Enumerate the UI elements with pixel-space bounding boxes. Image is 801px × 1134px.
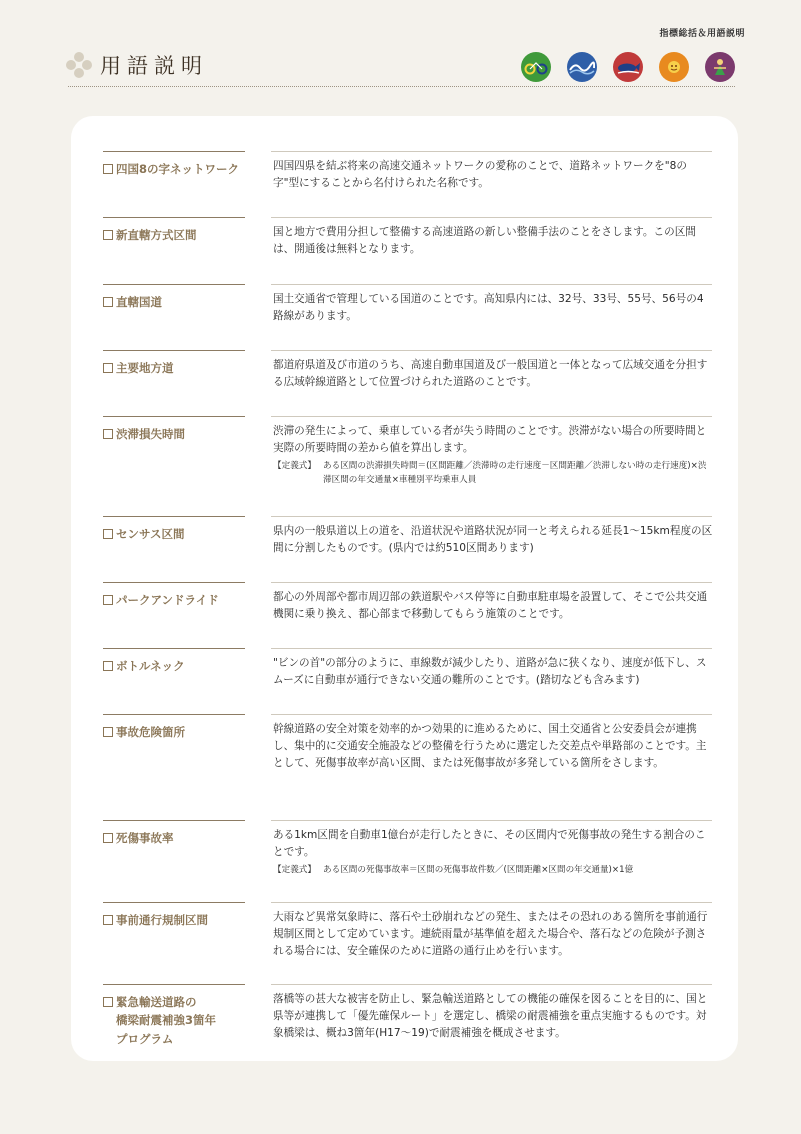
definition-formula: 【定義式】 ある区間の死傷事故率＝区間の死傷事故件数／(区間距離×区間の年交通量)×1億 <box>273 865 634 875</box>
checkbox-square-icon <box>103 661 113 671</box>
glossary-term: 死傷事故率 <box>103 829 253 847</box>
section-tag: 指標総括＆用語説明 <box>659 29 745 39</box>
glossary-card <box>71 116 738 1061</box>
checkbox-square-icon <box>103 997 113 1007</box>
checkbox-square-icon <box>103 915 113 925</box>
glossary-definition: 県内の一般県道以上の道を、沿道状況や道路状況が同一と考えられる延長1〜15km程度の区間に分割したものです。(県内では約510区間あります) <box>273 525 713 554</box>
glossary-definition: 国土交通省で管理している国道のことです。高知県内には、32号、33号、55号、56号の4路線があります。 <box>273 293 704 322</box>
glossary-definition: 幹線道路の安全対策を効率的かつ効果的に進めるために、国土交通省と公安委員会が連携し、集中的に交通安全施設などの整備を行うために選定した交差点や単路部のことです。主として、死傷事故率が高い区間、または死傷事故が多発している箇所をさします。 <box>273 723 707 769</box>
emblem-row <box>521 52 735 82</box>
page-title: 用語説明 <box>100 54 208 78</box>
checkbox-square-icon <box>103 833 113 843</box>
glossary-term: 緊急輸送道路の 橋梁耐震補強3箇年 プログラム <box>103 993 253 1048</box>
glossary-term: 主要地方道 <box>103 359 253 377</box>
glossary-definition: 国と地方で費用分担して整備する高速道路の新しい整備手法のことをさします。この区間は、開通後は無料となります。 <box>273 226 696 255</box>
checkbox-square-icon <box>103 595 113 605</box>
figure-emblem-icon <box>705 52 735 82</box>
glossary-term: 直轄国道 <box>103 293 253 311</box>
glossary-term: 事前通行規制区間 <box>103 911 253 929</box>
glossary-definition: 四国四県を結ぶ将来の高速交通ネットワークの愛称のことで、道路ネットワークを"8の字"型にすることから名付けられた名称です。 <box>273 160 687 189</box>
checkbox-square-icon <box>103 363 113 373</box>
checkbox-square-icon <box>103 429 113 439</box>
glossary-term: センサス区間 <box>103 525 253 543</box>
flower-icon <box>66 52 92 78</box>
checkbox-square-icon <box>103 727 113 737</box>
glossary-definition: "ビンの首"の部分のように、車線数が減少したり、道路が急に狭くなり、速度が低下し、スムーズに自動車が通行できない交通の難所のことです。(踏切なども含みます) <box>273 657 707 686</box>
glossary-definition: 都心の外周部や都市周辺部の鉄道駅やバス停等に自動車駐車場を設置して、そこで公共交通機関に乗り換え、都心部まで移動してもらう施策のことです。 <box>273 591 708 620</box>
glossary-term: パークアンドライド <box>103 591 253 609</box>
checkbox-square-icon <box>103 164 113 174</box>
page-header <box>66 50 208 80</box>
bicycle-emblem-icon <box>521 52 551 82</box>
header-divider <box>68 86 735 87</box>
glossary-term: 四国8の字ネットワーク <box>103 160 253 178</box>
glossary-term: 渋滞損失時間 <box>103 425 253 443</box>
checkbox-square-icon <box>103 230 113 240</box>
glossary-term: ボトルネック <box>103 657 253 675</box>
glossary-definition: 大雨など異常気象時に、落石や土砂崩れなどの発生、またはその恐れのある箇所を事前通行規制区間として定めています。連続雨量が基準値を超えた場合や、落石などの危険が予測される場合には、安全確保のために道路の通行止めを行います。 <box>273 911 708 957</box>
glossary-definition: 落橋等の甚大な被害を防止し、緊急輸送道路としての機能の確保を図ることを目的に、国と県等が連携して「優先確保ルート」を選定し、橋梁の耐震補強を重点実施するものです。対象橋梁は、概ね3箇年(H17〜19)で耐震補強を概成させます。 <box>273 993 708 1039</box>
glossary-definition: ある1km区間を自動車1億台が走行したときに、その区間内で死傷事故の発生する割合のことです。 【定義式】 ある区間の死傷事故率＝区間の死傷事故件数／(区間距離×区間の年交通量)×1億 <box>273 827 713 877</box>
definition-formula: 【定義式】 ある区間の渋滞損失時間＝(区間距離／渋滞時の走行速度－区間距離／渋滞しない時の走行速度)×渋滞区間の年交通量×車種別平均乗車人員 <box>273 461 707 485</box>
glossary-term: 新直轄方式区間 <box>103 226 253 244</box>
checkbox-square-icon <box>103 529 113 539</box>
wave-emblem-icon <box>567 52 597 82</box>
glossary-term: 事故危険箇所 <box>103 723 253 741</box>
glossary-definition: 渋滞の発生によって、乗車している者が失う時間のことです。渋滞がない場合の所要時間と実際の所要時間の差から値を算出します。 【定義式】 ある区間の渋滞損失時間＝(区間距離／渋滞時の走行速度－区間距離／渋滞しない時の走行速度)×渋滞区間の年交通量×車種別平均乗車人員 <box>273 423 713 487</box>
checkbox-square-icon <box>103 297 113 307</box>
glossary-definition: 都道府県道及び市道のうち、高速自動車国道及び一般国道と一体となって広域交通を分担する広域幹線道路として位置づけられた道路のことです。 <box>273 359 708 388</box>
sun-emblem-icon <box>659 52 689 82</box>
whale-emblem-icon <box>613 52 643 82</box>
